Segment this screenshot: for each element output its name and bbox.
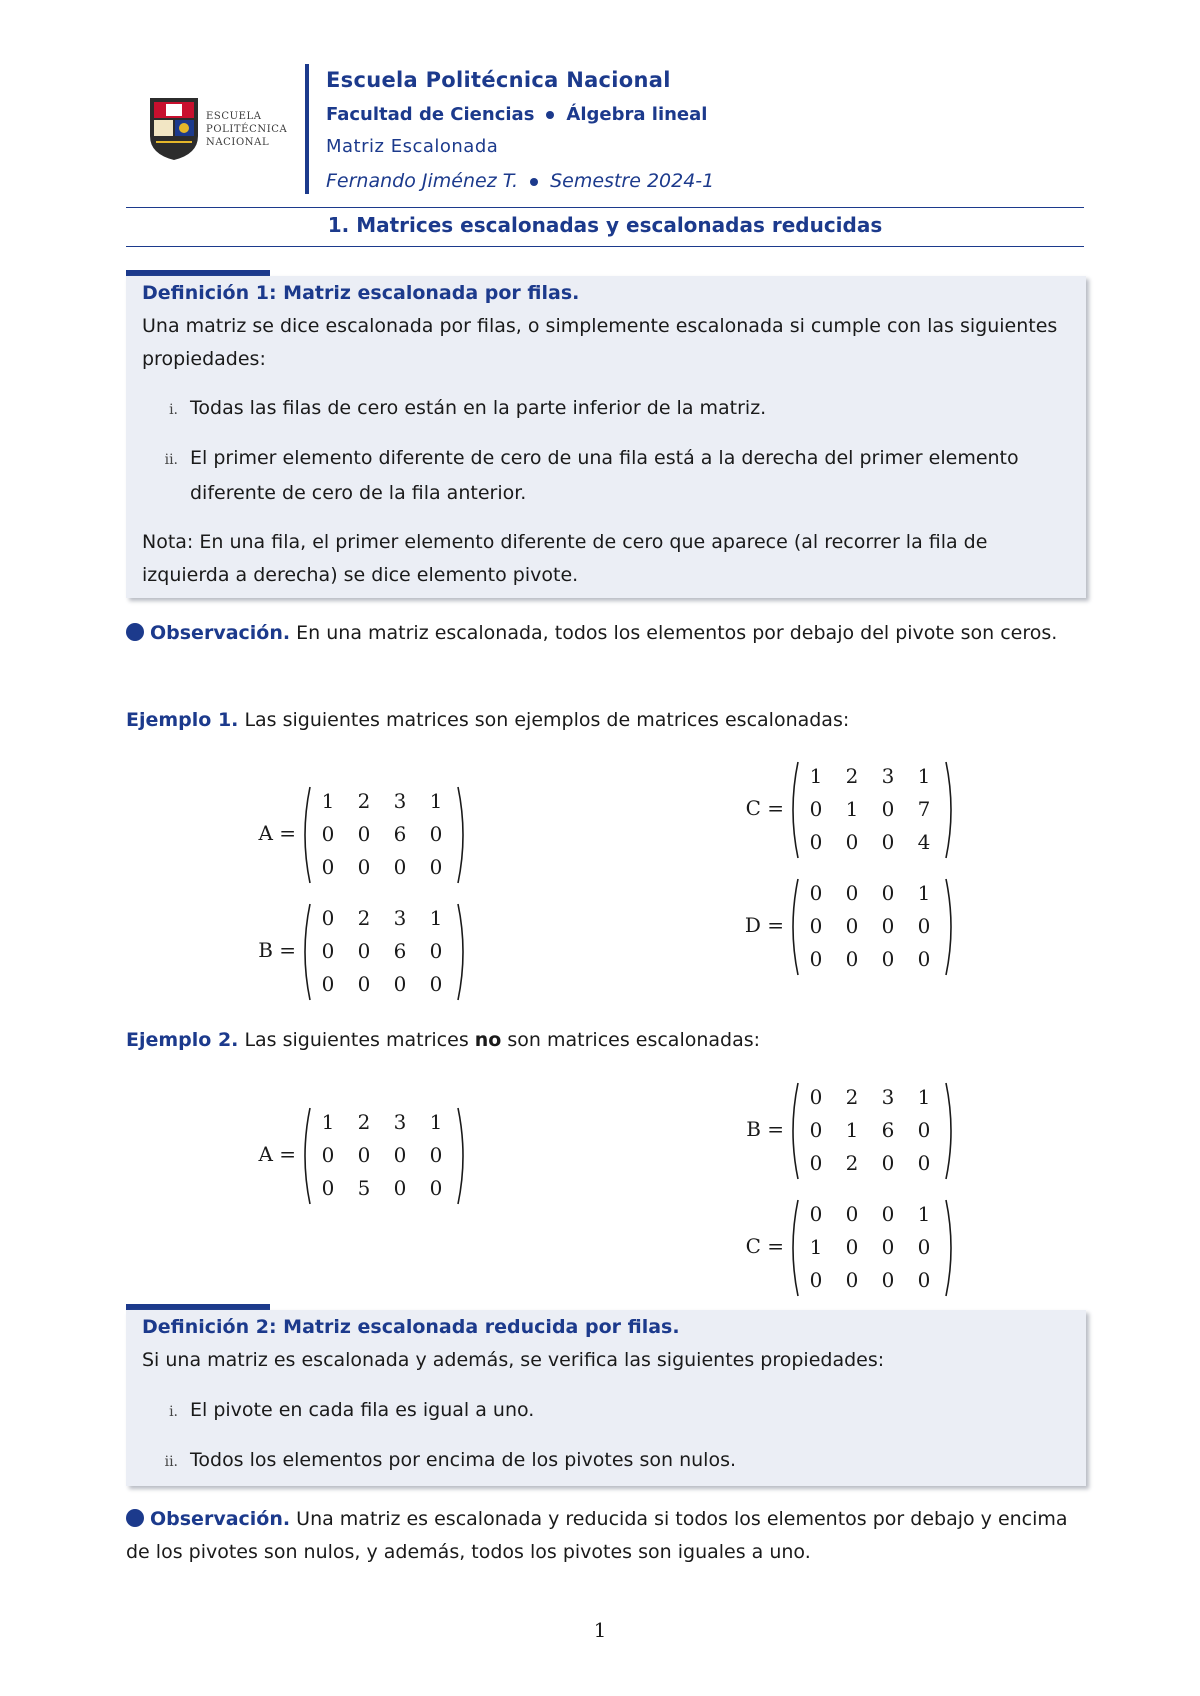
item-text: Todas las filas de cero están en la parte inferior de la matriz. bbox=[190, 397, 767, 419]
institution-name: Escuela Politécnica Nacional bbox=[326, 68, 671, 92]
topic-name: Matriz Escalonada bbox=[326, 136, 499, 157]
matrix-entry: 0 bbox=[809, 1268, 823, 1292]
definition-1-item bbox=[142, 392, 1070, 427]
right-parenthesis-icon bbox=[944, 1081, 956, 1181]
matrix-entry: 0 bbox=[809, 830, 823, 854]
matrix-entry: 2 bbox=[357, 1110, 371, 1134]
example-text: Las siguientes matrices son ejemplos de matrices escalonadas: bbox=[244, 709, 850, 731]
matrix-entry: 0 bbox=[393, 972, 407, 996]
matrix-entry: 4 bbox=[917, 830, 931, 854]
matrix-entry: 0 bbox=[321, 906, 335, 930]
matrix-entry: 2 bbox=[357, 906, 371, 930]
matrix-right-bracket bbox=[944, 760, 956, 865]
matrix-entry: 0 bbox=[357, 822, 371, 846]
matrix-entry: 0 bbox=[881, 1202, 895, 1226]
page-number: 1 bbox=[593, 1618, 607, 1642]
right-parenthesis-icon bbox=[944, 760, 956, 860]
definition-1-item bbox=[142, 442, 1070, 510]
matrix-entry: 1 bbox=[917, 764, 931, 788]
matrix-entry: 0 bbox=[809, 881, 823, 905]
course-name: Álgebra lineal bbox=[566, 104, 708, 125]
faculty-course-line bbox=[326, 104, 707, 125]
matrix-entry: 1 bbox=[809, 764, 823, 788]
matrix-entry: 0 bbox=[809, 1085, 823, 1109]
matrix-entry: 1 bbox=[845, 1118, 859, 1142]
item-number: ii. bbox=[164, 1454, 178, 1470]
matrix-entry: 3 bbox=[393, 1110, 407, 1134]
bullet-dot-icon bbox=[546, 111, 554, 119]
matrix-entry: 0 bbox=[881, 830, 895, 854]
observation-label: Observación. bbox=[150, 622, 291, 644]
definition-1-box bbox=[126, 276, 1086, 598]
matrix-entry: 0 bbox=[393, 1176, 407, 1200]
author-semester-line bbox=[326, 170, 714, 192]
matrix-entry: 0 bbox=[845, 1268, 859, 1292]
item-text: El pivote en cada fila es igual a uno. bbox=[190, 1399, 535, 1421]
matrix-entry: 3 bbox=[393, 789, 407, 813]
right-parenthesis-icon bbox=[944, 877, 956, 977]
matrix-entry: 0 bbox=[357, 939, 371, 963]
matrix-entry: 2 bbox=[845, 1085, 859, 1109]
matrix-entry: 1 bbox=[917, 1085, 931, 1109]
matrix-name: B = bbox=[746, 1117, 784, 1141]
matrix-entry: 0 bbox=[809, 1151, 823, 1175]
matrix-entry: 0 bbox=[321, 855, 335, 879]
matrix-entry: 0 bbox=[845, 1235, 859, 1259]
definition-2-item bbox=[142, 1394, 1070, 1429]
matrix-entry: 0 bbox=[917, 947, 931, 971]
matrix-entry: 5 bbox=[357, 1176, 371, 1200]
section-rule-bottom bbox=[126, 246, 1084, 247]
matrix-entry: 0 bbox=[429, 822, 443, 846]
definition-2-intro: Si una matriz es escalonada y además, se verifica las siguientes propiedades: bbox=[142, 1349, 885, 1371]
matrix-entry: 6 bbox=[393, 822, 407, 846]
matrix-entry: 0 bbox=[429, 972, 443, 996]
example-2-intro bbox=[126, 1024, 1086, 1057]
matrix-entry: 0 bbox=[321, 939, 335, 963]
matrix-right-bracket bbox=[456, 785, 468, 890]
item-text: Todos los elementos por encima de los pivotes son nulos. bbox=[190, 1449, 737, 1471]
matrix-entry: 3 bbox=[881, 1085, 895, 1109]
matrix-entry: 0 bbox=[845, 914, 859, 938]
section-rule-top bbox=[126, 207, 1084, 208]
definition-1-intro: Una matriz se dice escalonada por filas, o simplemente escalonada si cumple con las siguientes propiedades: bbox=[142, 315, 1058, 370]
matrix-entry: 2 bbox=[845, 1151, 859, 1175]
matrix-entry: 0 bbox=[881, 881, 895, 905]
example-text-after: son matrices escalonadas: bbox=[507, 1029, 761, 1051]
matrix-entry: 2 bbox=[845, 764, 859, 788]
logo-wordmark: ESCUELA POLITÉCNICA NACIONAL bbox=[206, 111, 288, 148]
matrix-entry: 0 bbox=[917, 914, 931, 938]
matrix-entry: 0 bbox=[881, 797, 895, 821]
matrix-entry: 0 bbox=[809, 914, 823, 938]
header-divider bbox=[305, 64, 309, 194]
matrix-entry: 3 bbox=[881, 764, 895, 788]
matrix-entry: 0 bbox=[881, 1268, 895, 1292]
matrix-right-bracket bbox=[944, 1198, 956, 1303]
right-parenthesis-icon bbox=[944, 1198, 956, 1298]
semester: Semestre 2024-1 bbox=[550, 170, 715, 192]
observation-label: Observación. bbox=[150, 1508, 291, 1530]
matrix-right-bracket bbox=[944, 1081, 956, 1186]
item-number: i. bbox=[169, 1404, 178, 1420]
matrix-entry: 0 bbox=[357, 972, 371, 996]
example-1-intro bbox=[126, 704, 1086, 737]
matrix-entry: 0 bbox=[809, 947, 823, 971]
matrix-entry: 0 bbox=[321, 822, 335, 846]
definition-1-title: Definición 1: Matriz escalonada por filas. bbox=[142, 282, 580, 304]
matrix-entry: 0 bbox=[881, 1235, 895, 1259]
matrix-entry: 0 bbox=[321, 1143, 335, 1167]
definition-1-note: Nota: En una fila, el primer elemento diferente de cero que aparece (al recorrer la fila de izquierda a derecha) se dice elemento pivote. bbox=[142, 531, 988, 586]
matrix-entry: 0 bbox=[429, 855, 443, 879]
observation-text: En una matriz escalonada, todos los elementos por debajo del pivote son ceros. bbox=[296, 622, 1058, 644]
matrix-entry: 7 bbox=[917, 797, 931, 821]
matrix-entry: 0 bbox=[429, 939, 443, 963]
matrix-entry: 0 bbox=[917, 1235, 931, 1259]
matrix-entry: 1 bbox=[429, 906, 443, 930]
matrix-entry: 0 bbox=[809, 1118, 823, 1142]
author-name: Fernando Jiménez T. bbox=[326, 170, 519, 192]
observation-bullet-icon bbox=[126, 623, 144, 641]
matrix-entry: 0 bbox=[357, 1143, 371, 1167]
matrix-entry: 3 bbox=[393, 906, 407, 930]
observation-text: Una matriz es escalonada y reducida si todos los elementos por debajo y encima de los pivotes son nulos, y además, todos los pivotes son iguales a uno. bbox=[126, 1508, 1068, 1563]
matrix-entry: 1 bbox=[429, 1110, 443, 1134]
item-text: El primer elemento diferente de cero de una fila está a la derecha del primer elemento diferente de cero de la fila anterior. bbox=[190, 447, 1019, 504]
matrix-entry: 0 bbox=[881, 947, 895, 971]
matrix-name: A = bbox=[258, 1142, 296, 1166]
matrix-entry: 1 bbox=[845, 797, 859, 821]
matrix-name: A = bbox=[258, 821, 296, 845]
bullet-dot-icon bbox=[530, 178, 538, 186]
matrix-right-bracket bbox=[456, 1106, 468, 1211]
matrix-entry: 1 bbox=[321, 789, 335, 813]
right-parenthesis-icon bbox=[456, 1106, 468, 1206]
matrix-entry: 0 bbox=[393, 1143, 407, 1167]
example-label: Ejemplo 1. bbox=[126, 709, 239, 731]
matrix-entry: 0 bbox=[809, 797, 823, 821]
matrix-entry: 0 bbox=[321, 972, 335, 996]
matrix-entry: 0 bbox=[917, 1151, 931, 1175]
definition-2-item bbox=[142, 1444, 1070, 1479]
matrix-entry: 0 bbox=[917, 1118, 931, 1142]
matrix-entry: 0 bbox=[881, 1151, 895, 1175]
matrix-entry: 0 bbox=[845, 947, 859, 971]
matrix-entry: 0 bbox=[809, 1202, 823, 1226]
matrix-name: C = bbox=[745, 796, 784, 820]
matrix-entry: 1 bbox=[429, 789, 443, 813]
matrix-entry: 0 bbox=[917, 1268, 931, 1292]
matrix-entry: 1 bbox=[917, 1202, 931, 1226]
matrix-entry: 6 bbox=[393, 939, 407, 963]
institution-logo bbox=[146, 96, 286, 166]
matrix-entry: 0 bbox=[429, 1143, 443, 1167]
example-text-emphasis: no bbox=[474, 1029, 502, 1051]
matrix-entry: 2 bbox=[357, 789, 371, 813]
matrix-right-bracket bbox=[456, 902, 468, 1007]
item-number: ii. bbox=[164, 452, 178, 468]
example-label: Ejemplo 2. bbox=[126, 1029, 239, 1051]
matrix-name: B = bbox=[258, 938, 296, 962]
matrix-entry: 0 bbox=[393, 855, 407, 879]
matrix-right-bracket bbox=[944, 877, 956, 982]
observation-1 bbox=[126, 617, 1086, 650]
matrix-entry: 0 bbox=[321, 1176, 335, 1200]
matrix-entry: 0 bbox=[429, 1176, 443, 1200]
matrix-entry: 1 bbox=[917, 881, 931, 905]
matrix-entry: 1 bbox=[809, 1235, 823, 1259]
observation-2 bbox=[126, 1503, 1086, 1569]
shield-emblem-icon bbox=[146, 96, 202, 162]
matrix-name: D = bbox=[744, 913, 784, 937]
matrix-entry: 0 bbox=[845, 830, 859, 854]
right-parenthesis-icon bbox=[456, 785, 468, 885]
item-number: i. bbox=[169, 402, 178, 418]
matrix-name: C = bbox=[745, 1234, 784, 1258]
matrix-entry: 0 bbox=[845, 881, 859, 905]
matrix-entry: 0 bbox=[845, 1202, 859, 1226]
section-title: 1. Matrices escalonadas y escalonadas reducidas bbox=[327, 213, 883, 237]
observation-bullet-icon bbox=[126, 1509, 144, 1527]
definition-2-title: Definición 2: Matriz escalonada reducida por filas. bbox=[142, 1316, 680, 1338]
example-text-before: Las siguientes matrices bbox=[244, 1029, 469, 1051]
matrix-entry: 1 bbox=[321, 1110, 335, 1134]
definition-2-box bbox=[126, 1310, 1086, 1486]
matrix-entry: 6 bbox=[881, 1118, 895, 1142]
right-parenthesis-icon bbox=[456, 902, 468, 1002]
matrix-entry: 0 bbox=[881, 914, 895, 938]
matrix-entry: 0 bbox=[357, 855, 371, 879]
faculty-name: Facultad de Ciencias bbox=[326, 104, 535, 125]
